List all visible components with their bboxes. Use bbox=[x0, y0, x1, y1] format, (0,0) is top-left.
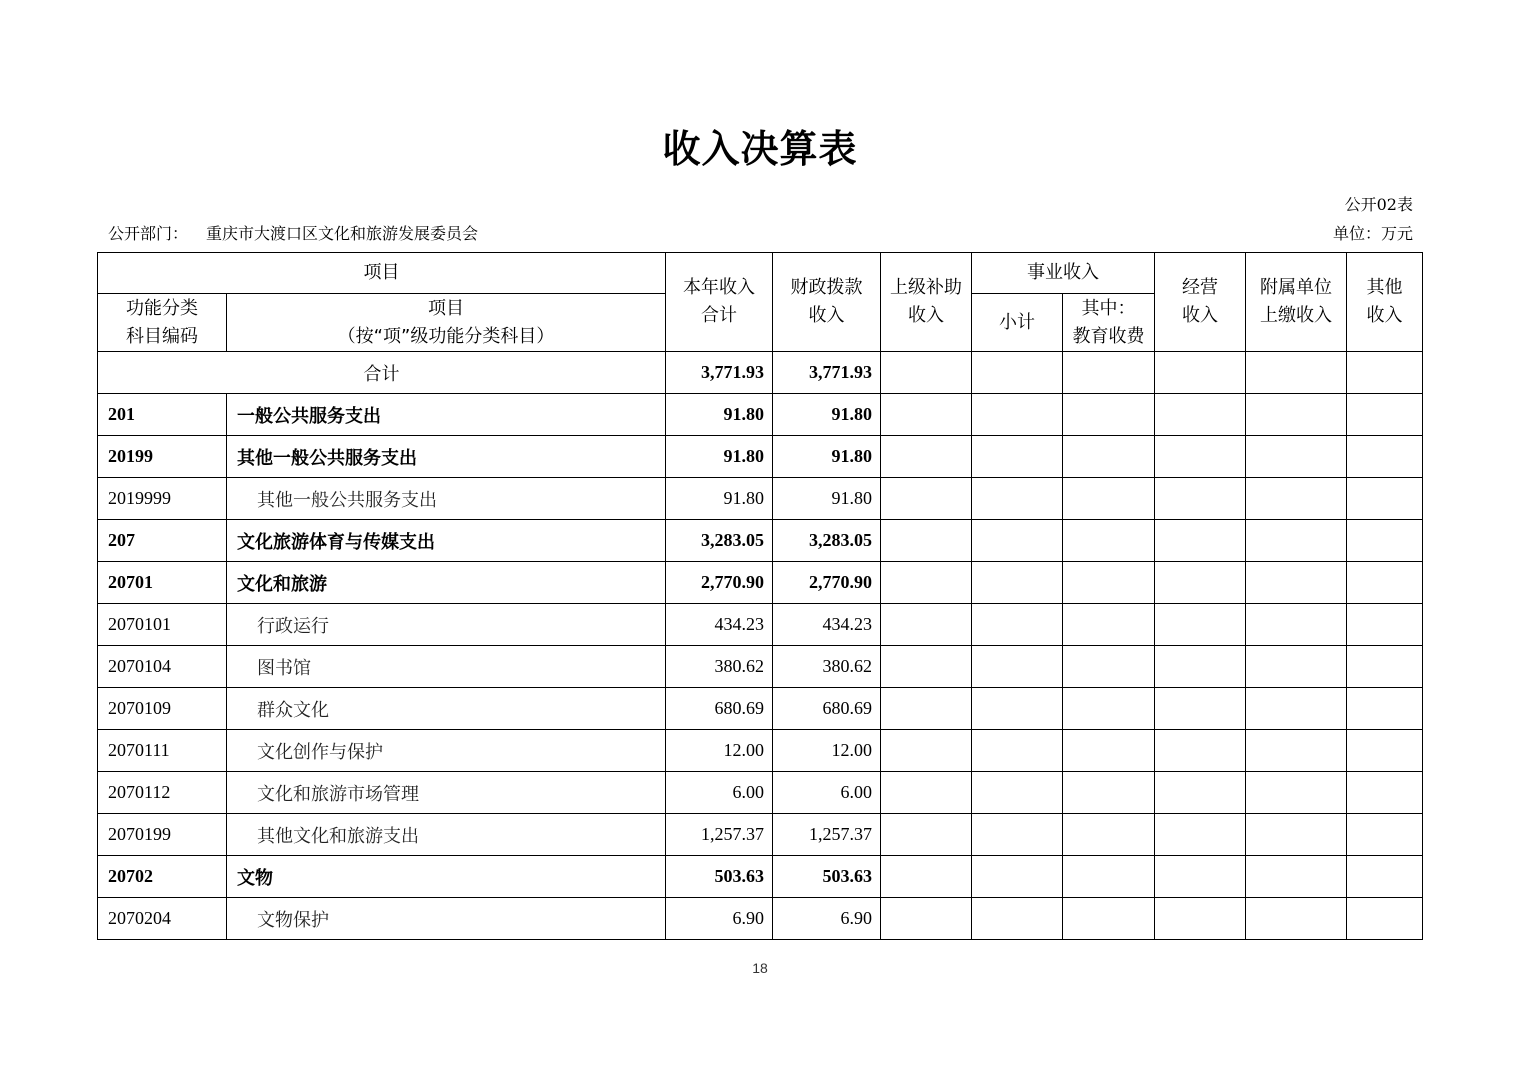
header-career: 事业收入 bbox=[972, 253, 1155, 294]
cell-empty bbox=[1063, 352, 1155, 394]
row-total: 91.80 bbox=[666, 394, 773, 436]
row-name: 其他文化和旅游支出 bbox=[227, 814, 666, 856]
row-code: 2070112 bbox=[98, 772, 227, 814]
cell-empty bbox=[1155, 478, 1246, 520]
header-fiscal: 财政拨款 收入 bbox=[773, 253, 881, 352]
form-number: 公开02表 bbox=[1344, 195, 1413, 214]
row-total: 380.62 bbox=[666, 646, 773, 688]
cell-empty bbox=[972, 898, 1063, 940]
cell-empty bbox=[1063, 604, 1155, 646]
cell-empty bbox=[881, 352, 972, 394]
total-income: 3,771.93 bbox=[666, 352, 773, 394]
header-subtotal: 小计 bbox=[972, 294, 1063, 352]
table-row bbox=[98, 520, 1423, 562]
cell-empty bbox=[1155, 772, 1246, 814]
row-fiscal: 680.69 bbox=[773, 688, 881, 730]
total-fiscal: 3,771.93 bbox=[773, 352, 881, 394]
row-code: 20701 bbox=[98, 562, 227, 604]
cell-empty bbox=[881, 394, 972, 436]
row-name: 群众文化 bbox=[227, 688, 666, 730]
cell-empty bbox=[972, 520, 1063, 562]
cell-empty bbox=[1246, 688, 1347, 730]
cell-empty bbox=[972, 478, 1063, 520]
table-row bbox=[98, 814, 1423, 856]
cell-empty bbox=[881, 646, 972, 688]
row-name: 文物 bbox=[227, 856, 666, 898]
header-func-code: 功能分类 科目编码 bbox=[98, 294, 227, 352]
cell-empty bbox=[1063, 814, 1155, 856]
cell-empty bbox=[1347, 730, 1423, 772]
cell-empty bbox=[1347, 898, 1423, 940]
cell-empty bbox=[1246, 352, 1347, 394]
row-name: 文物保护 bbox=[227, 898, 666, 940]
table-row bbox=[98, 562, 1423, 604]
cell-empty bbox=[1347, 520, 1423, 562]
total-row bbox=[98, 352, 1423, 394]
cell-empty bbox=[1347, 646, 1423, 688]
cell-empty bbox=[972, 604, 1063, 646]
cell-empty bbox=[1347, 352, 1423, 394]
page-title: 收入决算表 bbox=[662, 127, 858, 171]
row-fiscal: 3,283.05 bbox=[773, 520, 881, 562]
table-row bbox=[98, 478, 1423, 520]
cell-empty bbox=[1246, 730, 1347, 772]
table-row bbox=[98, 772, 1423, 814]
cell-empty bbox=[1347, 856, 1423, 898]
row-name: 行政运行 bbox=[227, 604, 666, 646]
row-total: 91.80 bbox=[666, 436, 773, 478]
cell-empty bbox=[972, 688, 1063, 730]
cell-empty bbox=[1155, 688, 1246, 730]
cell-empty bbox=[1155, 436, 1246, 478]
cell-empty bbox=[972, 436, 1063, 478]
cell-empty bbox=[1347, 688, 1423, 730]
row-name: 文化创作与保护 bbox=[227, 730, 666, 772]
cell-empty bbox=[1347, 394, 1423, 436]
row-name: 其他一般公共服务支出 bbox=[227, 478, 666, 520]
row-name: 文化和旅游 bbox=[227, 562, 666, 604]
cell-empty bbox=[1246, 856, 1347, 898]
row-code: 2070101 bbox=[98, 604, 227, 646]
income-table bbox=[97, 252, 1423, 940]
department-label: 公开部门： bbox=[108, 224, 189, 243]
cell-empty bbox=[1063, 856, 1155, 898]
cell-empty bbox=[1063, 898, 1155, 940]
cell-empty bbox=[881, 562, 972, 604]
row-fiscal: 91.80 bbox=[773, 478, 881, 520]
cell-empty bbox=[1063, 730, 1155, 772]
row-fiscal: 1,257.37 bbox=[773, 814, 881, 856]
row-fiscal: 6.90 bbox=[773, 898, 881, 940]
row-code: 2070111 bbox=[98, 730, 227, 772]
table-row bbox=[98, 394, 1423, 436]
table-row bbox=[98, 730, 1423, 772]
row-total: 91.80 bbox=[666, 478, 773, 520]
cell-empty bbox=[1155, 646, 1246, 688]
cell-empty bbox=[972, 814, 1063, 856]
row-total: 6.90 bbox=[666, 898, 773, 940]
cell-empty bbox=[1246, 814, 1347, 856]
row-code: 20702 bbox=[98, 856, 227, 898]
header-other: 其他 收入 bbox=[1347, 253, 1423, 352]
cell-empty bbox=[1347, 814, 1423, 856]
header-item-name: 项目 （按“项”级功能分类科目） bbox=[227, 294, 666, 352]
cell-empty bbox=[881, 688, 972, 730]
cell-empty bbox=[1155, 898, 1246, 940]
row-total: 680.69 bbox=[666, 688, 773, 730]
row-total: 12.00 bbox=[666, 730, 773, 772]
row-code: 2070109 bbox=[98, 688, 227, 730]
cell-empty bbox=[1063, 394, 1155, 436]
header-affiliated: 附属单位 上缴收入 bbox=[1246, 253, 1347, 352]
cell-empty bbox=[1246, 436, 1347, 478]
row-fiscal: 380.62 bbox=[773, 646, 881, 688]
cell-empty bbox=[972, 352, 1063, 394]
unit-label: 单位：万元 bbox=[1332, 224, 1413, 243]
table-row bbox=[98, 898, 1423, 940]
cell-empty bbox=[1246, 646, 1347, 688]
row-name: 一般公共服务支出 bbox=[227, 394, 666, 436]
header-superior: 上级补助 收入 bbox=[881, 253, 972, 352]
cell-empty bbox=[1063, 688, 1155, 730]
row-code: 207 bbox=[98, 520, 227, 562]
row-total: 6.00 bbox=[666, 772, 773, 814]
cell-empty bbox=[1347, 436, 1423, 478]
header-edu: 其中： 教育收费 bbox=[1063, 294, 1155, 352]
row-total: 434.23 bbox=[666, 604, 773, 646]
table-row bbox=[98, 604, 1423, 646]
cell-empty bbox=[1155, 604, 1246, 646]
row-name: 其他一般公共服务支出 bbox=[227, 436, 666, 478]
cell-empty bbox=[1155, 856, 1246, 898]
department-line bbox=[108, 221, 478, 244]
cell-empty bbox=[1246, 478, 1347, 520]
cell-empty bbox=[1246, 604, 1347, 646]
table-row bbox=[98, 646, 1423, 688]
cell-empty bbox=[881, 604, 972, 646]
row-code: 2070204 bbox=[98, 898, 227, 940]
cell-empty bbox=[1155, 730, 1246, 772]
header-item: 项目 bbox=[98, 253, 666, 294]
page-number: 18 bbox=[752, 960, 768, 976]
table-row bbox=[98, 436, 1423, 478]
row-fiscal: 2,770.90 bbox=[773, 562, 881, 604]
cell-empty bbox=[1155, 562, 1246, 604]
cell-empty bbox=[1063, 646, 1155, 688]
cell-empty bbox=[1246, 520, 1347, 562]
cell-empty bbox=[1246, 394, 1347, 436]
cell-empty bbox=[972, 394, 1063, 436]
row-fiscal: 503.63 bbox=[773, 856, 881, 898]
row-fiscal: 91.80 bbox=[773, 436, 881, 478]
cell-empty bbox=[1155, 394, 1246, 436]
row-total: 503.63 bbox=[666, 856, 773, 898]
row-code: 201 bbox=[98, 394, 227, 436]
cell-empty bbox=[972, 646, 1063, 688]
row-fiscal: 434.23 bbox=[773, 604, 881, 646]
cell-empty bbox=[1063, 772, 1155, 814]
table-row bbox=[98, 856, 1423, 898]
cell-empty bbox=[1347, 478, 1423, 520]
cell-empty bbox=[1347, 562, 1423, 604]
row-fiscal: 12.00 bbox=[773, 730, 881, 772]
department-name: 重庆市大渡口区文化和旅游发展委员会 bbox=[206, 224, 479, 243]
cell-empty bbox=[881, 730, 972, 772]
cell-empty bbox=[1347, 772, 1423, 814]
cell-empty bbox=[881, 856, 972, 898]
header-operating: 经营 收入 bbox=[1155, 253, 1246, 352]
row-total: 1,257.37 bbox=[666, 814, 773, 856]
cell-empty bbox=[1246, 772, 1347, 814]
cell-empty bbox=[881, 478, 972, 520]
row-total: 2,770.90 bbox=[666, 562, 773, 604]
cell-empty bbox=[972, 562, 1063, 604]
row-code: 2070199 bbox=[98, 814, 227, 856]
cell-empty bbox=[881, 520, 972, 562]
cell-empty bbox=[972, 730, 1063, 772]
cell-empty bbox=[972, 856, 1063, 898]
cell-empty bbox=[881, 772, 972, 814]
row-name: 文化旅游体育与传媒支出 bbox=[227, 520, 666, 562]
cell-empty bbox=[972, 772, 1063, 814]
row-name: 图书馆 bbox=[227, 646, 666, 688]
row-fiscal: 6.00 bbox=[773, 772, 881, 814]
row-total: 3,283.05 bbox=[666, 520, 773, 562]
header-total: 本年收入 合计 bbox=[666, 253, 773, 352]
cell-empty bbox=[1155, 520, 1246, 562]
total-label: 合计 bbox=[98, 352, 666, 394]
row-name: 文化和旅游市场管理 bbox=[227, 772, 666, 814]
cell-empty bbox=[1063, 520, 1155, 562]
cell-empty bbox=[1155, 352, 1246, 394]
row-code: 20199 bbox=[98, 436, 227, 478]
cell-empty bbox=[1063, 562, 1155, 604]
cell-empty bbox=[1347, 604, 1423, 646]
cell-empty bbox=[1063, 436, 1155, 478]
cell-empty bbox=[881, 814, 972, 856]
cell-empty bbox=[1246, 898, 1347, 940]
row-fiscal: 91.80 bbox=[773, 394, 881, 436]
row-code: 2019999 bbox=[98, 478, 227, 520]
row-code: 2070104 bbox=[98, 646, 227, 688]
table-row bbox=[98, 688, 1423, 730]
cell-empty bbox=[881, 898, 972, 940]
cell-empty bbox=[881, 436, 972, 478]
cell-empty bbox=[1246, 562, 1347, 604]
cell-empty bbox=[1155, 814, 1246, 856]
cell-empty bbox=[1063, 478, 1155, 520]
